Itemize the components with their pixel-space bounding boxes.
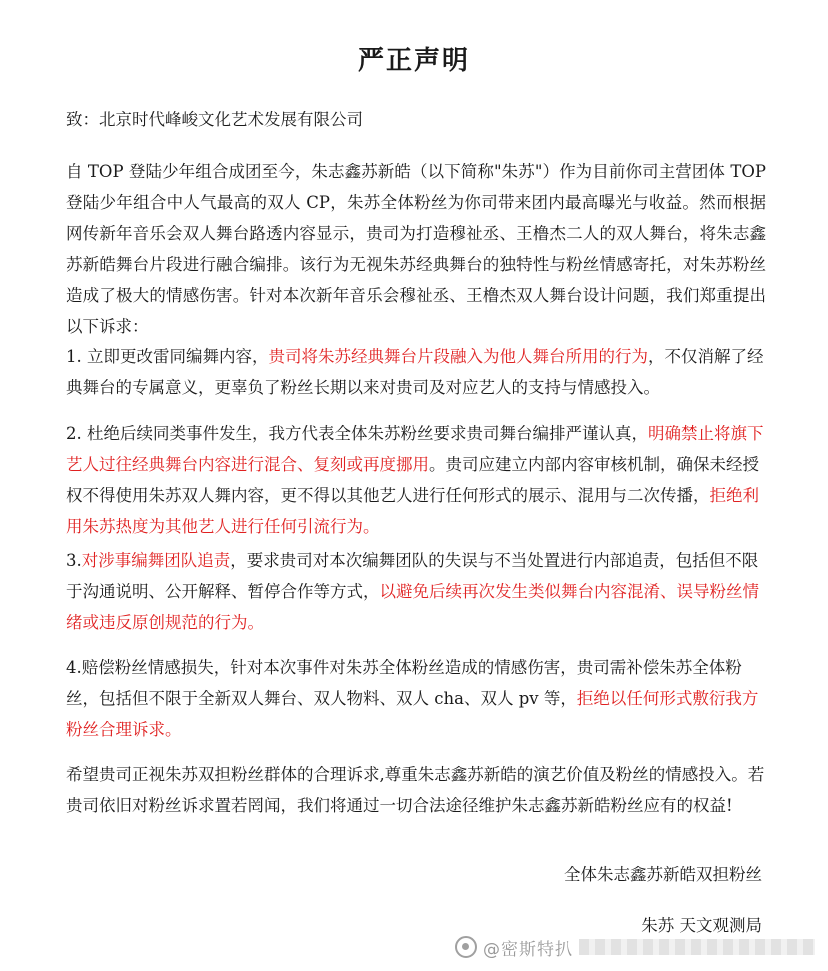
- watermark: [455, 929, 815, 965]
- item-highlight: 拒绝以任何形式敷衍我方粉丝合理诉求。: [66, 689, 759, 739]
- demand-item-1: [66, 341, 766, 403]
- item-highlight: 贵司将朱苏经典舞台片段融入为他人舞台所用的行为: [268, 347, 648, 366]
- watermark-text: @密斯特扒: [483, 939, 573, 960]
- addressee: 致：北京时代峰峻文化艺术发展有限公司: [66, 110, 363, 129]
- item-highlight: 明确禁止将旗下艺人过往经典舞台内容进行混合、复刻或再度挪用: [66, 424, 764, 474]
- demand-item-4: [66, 652, 766, 745]
- demand-item-3: [66, 545, 766, 638]
- intro-paragraph: 自 TOP 登陆少年组合成团至今，朱志鑫苏新皓（以下简称"朱苏"）作为目前你司主营团体 TOP 登陆少年组合中人气最高的双人 CP，朱苏全体粉丝为你司带来团内最高曝光与收益。然而根据网传新年音乐会双人舞台路透内容显示，贵司为打造穆祉丞、王橹杰二人的双人舞台，将朱志鑫苏新皓舞台片段进行融合编排。该行为无视朱苏经典舞台的独特性与粉丝情感寄托，对朱苏粉丝造成了极大的情感伤害。针对本次新年音乐会穆祉丞、王橹杰双人舞台设计问题，我们郑重提出以下诉求：: [66, 162, 766, 336]
- item-highlight: 以避免后续再次发生类似舞台内容混淆、误导粉丝情绪或违反原创规范的行为。: [66, 582, 759, 632]
- signature-group: 朱苏 天文观测局: [641, 916, 762, 935]
- item-highlight: 对涉事编舞团队追责: [81, 551, 231, 570]
- item-text: 1. 立即更改雷同编舞内容，: [66, 347, 269, 366]
- weibo-logo-icon: [455, 936, 477, 958]
- item-text: 2. 杜绝后续同类事件发生，我方代表全体朱苏粉丝要求贵司舞台编排严谨认真，: [66, 424, 648, 443]
- closing-paragraph: 希望贵司正视朱苏双担粉丝群体的合理诉求,尊重朱志鑫苏新皓的演艺价值及粉丝的情感投入。若贵司依旧对粉丝诉求置若罔闻，我们将通过一切合法途径维护朱志鑫苏新皓粉丝应有的权益!: [66, 765, 765, 815]
- item-text: 4.赔偿粉丝情感损失，针对本次事件对朱苏全体粉丝造成的情感伤害，贵司需补偿朱苏全体粉丝，包括但不限于全新双人舞台、双人物料、双人 cha、双人 pv 等，: [66, 658, 742, 708]
- watermark-noise: [579, 939, 815, 955]
- item-text: ，要求贵司对本次编舞团队的失误与不当处置进行内部追责，包括但不限于沟通说明、公开解释、暂停合作等方式，: [66, 551, 759, 601]
- document-title: 严正声明: [357, 46, 470, 76]
- item-highlight: 拒绝利用朱苏热度为其他艺人进行任何引流行为。: [66, 486, 759, 536]
- item-text: ，不仅消解了经典舞台的专属意义，更辜负了粉丝长期以来对贵司及对应艺人的支持与情感投入。: [66, 347, 764, 397]
- demand-item-2: [66, 418, 766, 542]
- signature-fans: 全体朱志鑫苏新皓双担粉丝: [564, 865, 762, 884]
- item-text: 3.: [66, 551, 82, 570]
- item-text: 。贵司应建立内部内容审核机制，确保未经授权不得使用朱苏双人舞内容，更不得以其他艺人进行任何形式的展示、混用与二次传播，: [66, 455, 759, 505]
